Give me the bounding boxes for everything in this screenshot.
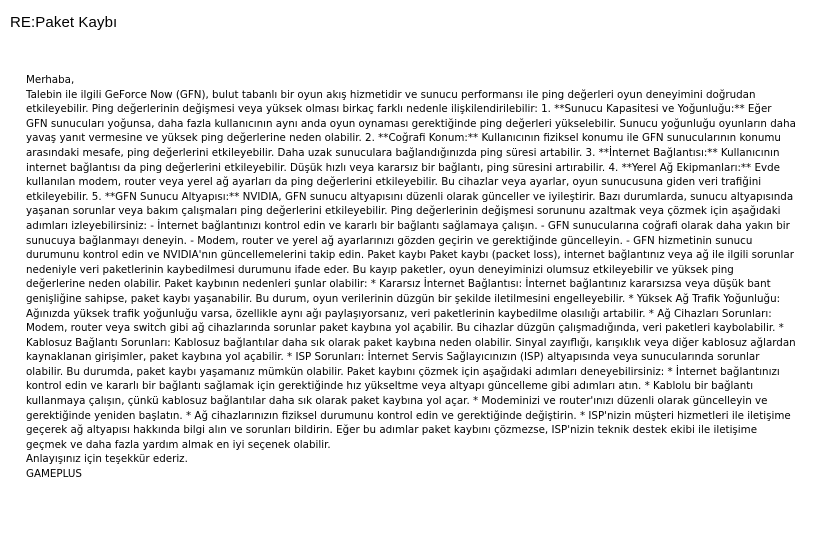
post-title: RE:Paket Kaybı <box>10 14 118 31</box>
message-body <box>26 73 796 482</box>
closing: Anlayışınız için teşekkür ederiz. <box>26 453 188 466</box>
message-paragraph: Talebin ile ilgili GeForce Now (GFN), bulut tabanlı bir oyun akış hizmetidir ve sunucu performansı ile ping değerleri oyun deneyimini doğrudan etkileyebilir. Ping değerlerinin değişmesi veya yüksek olması birkaç farklı nedenle ilişkilendirilebilir: 1. **Sunucu Kapasitesi ve Yoğunluğu:** Eğer GFN sunucuları yoğunsa, daha fazla kullanıcının aynı anda oyun oynaması gerektiğinde ping değerleri yükselebilir. Sunucu yoğunluğu oyunların daha yavaş yanıt vermesine ve yüksek ping değerlerine neden olabilir. 2. **Coğrafi Konum:** Kullanıcının fiziksel konumu ile GFN sunucularının konumu arasındaki mesafe, ping değerlerini etkileyebilir. Daha uzak sunuculara bağlandığınızda ping süresi artabilir. 3. **İnternet Bağlantısı:** Kullanıcının internet bağlantısı da ping değerlerini etkileyebilir. Düşük hızlı veya kararsız bir bağlantı, ping süresini artırabilir. 4. **Yerel Ağ Ekipmanları:** Evde kullanılan modem, router veya yerel ağ ayarları da ping değerlerini etkileyebilir. Bu cihazlar veya ayarlar, oyun sunucusuna giden veri trafiğini etkileyebilir. 5. **GFN Sunucu Altyapısı:** NVIDIA, GFN sunucu altyapısını düzenli olarak günceller ve iyileştirir. Bazı durumlarda, sunucu altyapısında yaşanan sorunlar veya bakım çalışmaları ping değerlerini etkileyebilir. Ping değerlerinin değişmesi sorununu azaltmak veya çözmek için aşağıdaki adımları izleyebilirsiniz: - İnternet bağlantınızı kontrol edin ve kararlı bir bağlantı sağlamaya çalışın. - GFN sunucularına coğrafi olarak daha yakın bir sunucuya bağlanmayı deneyin. - Modem, router ve yerel ağ ayarlarınızı gözden geçirin ve gerektiğinde güncelleyin. - GFN hizmetinin sunucu durumunu kontrol edin ve NVIDIA'nın güncellemelerini takip edin. Paket kaybı Paket kaybı (packet loss), internet bağlantınız veya ağ ile ilgili sorunlar nedeniyle veri paketlerinin kaybedilmesi durumunu ifade eder. Bu kayıp paketler, oyun deneyiminizi olumsuz etkileyebilir ve yüksek ping değerlerine neden olabilir. Paket kaybının nedenleri şunlar olabilir: * Kararsız İnternet Bağlantısı: İnternet bağlantınız kararsızsa veya düşük bant genişliğine sahipse, paket kaybı yaşanabilir. Bu durum, oyun verilerinin düzgün bir şekilde iletilmesini engelleyebilir. * Yüksek Ağ Trafik Yoğunluğu: Ağınızda yüksek trafik yoğunluğu varsa, özellikle aynı ağı paylaşıyorsanız, veri paketlerinin kaybedilme olasılığı artabilir. * Ağ Cihazları Sorunları: Modem, router veya switch gibi ağ cihazlarında sorunlar paket kaybına yol açabilir. Bu cihazlar düzgün çalışmadığında, veri paketleri kaybolabilir. * Kablosuz Bağlantı Sorunları: Kablosuz bağlantılar daha sık olarak paket kaybına neden olabilir. Sinyal zayıflığı, karışıklık veya diğer kablosuz ağlardan kaynaklanan girişimler, paket kaybına yol açabilir. * ISP Sorunları: İnternet Servis Sağlayıcınızın (ISP) altyapısında veya sunucularında sorunlar olabilir. Bu durumda, paket kaybı yaşamanız mümkün olabilir. Paket kaybını çözmek için aşağıdaki adımları deneyebilirsiniz: * İnternet bağlantınızı kontrol edin ve kararlı bir bağlantı sağlamak için gerektiğinde hız yükseltme veya altyapı güncelleme gibi adımları atın. * Kablolu bir bağlantı kullanmaya çalışın, çünkü kablosuz bağlantılar daha sık olarak paket kaybına yol açar. * Modeminizi ve router'ınızı düzenli olarak güncelleyin ve gerektiğinde yeniden başlatın. * Ağ cihazlarınızın fiziksel durumunu kontrol edin ve gerektiğinde değiştirin. * ISP'nizin müşteri hizmetleri ile iletişime geçerek ağ altyapısı hakkında bilgi alın ve sorunları bildirin. Eğer bu adımlar paket kaybını çözmezse, ISP'nizin teknik destek ekibi ile iletişime geçmek ve daha fazla yardım almak en iyi seçenek olabilir. <box>26 88 796 451</box>
signature: GAMEPLUS <box>26 468 82 481</box>
greeting: Merhaba, <box>26 74 75 86</box>
